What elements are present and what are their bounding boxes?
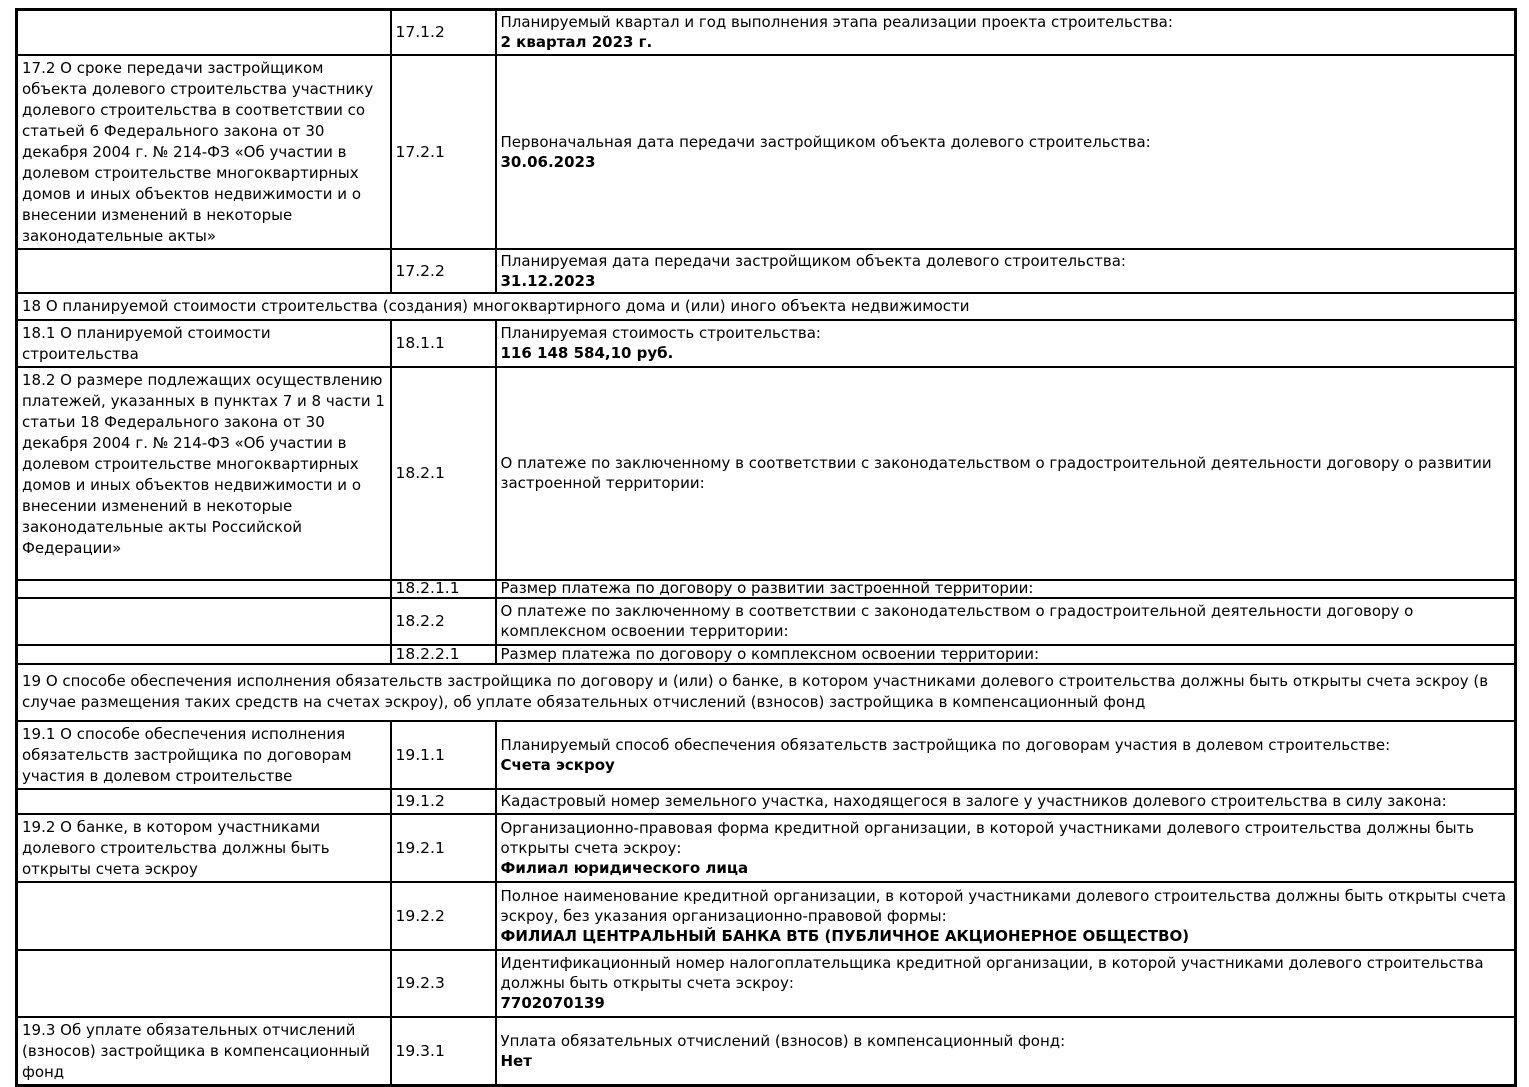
- section-header-row: [17, 664, 1516, 721]
- row-topic-cell: 19.2 О банке, в котором участниками долевого строительства должны быть открыты счета эскроу: [17, 814, 391, 882]
- row-topic-cell: [17, 645, 391, 664]
- field-label: Полное наименование кредитной организации, в которой участниками долевого строительства должны быть открыты счета эскроу, без указания организационно-правовой формы:: [500, 886, 1507, 925]
- row-value-cell: [496, 645, 1516, 664]
- field-value: ФИЛИАЛ ЦЕНТРАЛЬНЫЙ БАНКА ВТБ (ПУБЛИЧНОЕ АКЦИОНЕРНОЕ ОБЩЕСТВО): [500, 926, 1190, 945]
- row-code-cell: 18.2.2.1: [391, 645, 496, 664]
- row-topic-cell: [17, 789, 391, 814]
- table-row: [17, 367, 1516, 580]
- field-value: 7702070139: [500, 994, 605, 1012]
- row-code-cell: 18.2.1.1: [391, 580, 496, 598]
- row-topic-cell: 18.1 О планируемой стоимости строительства: [17, 320, 391, 367]
- row-code-cell: 19.2.2: [391, 882, 496, 950]
- table-row: [17, 55, 1516, 249]
- row-value-cell: [496, 320, 1516, 367]
- row-value-cell: [496, 55, 1516, 249]
- field-label: Размер платежа по договору о комплексном освоении территории:: [500, 644, 1040, 663]
- field-label: Планируемая стоимость строительства:: [500, 324, 821, 342]
- row-value-cell: [496, 367, 1516, 580]
- project-declaration-table: [15, 8, 1517, 1087]
- table-row: [17, 814, 1516, 882]
- field-label: Планируемый способ обеспечения обязательств застройщика по договорам участия в долевом строительстве:: [500, 735, 1391, 754]
- table-row: [17, 598, 1516, 645]
- field-label: Планируемый квартал и год выполнения этапа реализации проекта строительства:: [500, 13, 1173, 32]
- table-row: [17, 789, 1516, 814]
- row-value-cell: [496, 789, 1516, 814]
- row-topic-cell: [17, 598, 391, 645]
- row-code-cell: 19.2.1: [391, 814, 496, 882]
- field-label: Планируемая дата передачи застройщиком объекта долевого строительства:: [500, 251, 1126, 270]
- field-value: 2 квартал 2023 г.: [500, 33, 653, 52]
- row-topic-cell: [17, 882, 391, 950]
- row-value-cell: [496, 598, 1516, 645]
- field-value: 31.12.2023: [500, 271, 596, 290]
- field-label: Кадастровый номер земельного участка, находящегося в залоге у участников долевого строительства в силу закона:: [500, 791, 1447, 810]
- row-topic-cell: 19.1 О способе обеспечения исполнения обязательств застройщика по договорам участия в долевом строительстве: [17, 721, 391, 789]
- table-row: [17, 10, 1516, 55]
- row-code-cell: 17.2.2: [391, 249, 496, 293]
- section-header: 18 О планируемой стоимости строительства (создания) многоквартирного дома и (или) иного объекта недвижимости: [17, 293, 1516, 320]
- row-value-cell: [496, 1017, 1516, 1086]
- field-label: Организационно-правовая форма кредитной организации, в которой участниками долевого строительства должны быть открыты счета эскроу:: [500, 818, 1475, 857]
- row-code-cell: 17.2.1: [391, 55, 496, 249]
- row-value-cell: [496, 249, 1516, 293]
- table-row: [17, 1017, 1516, 1086]
- row-code-cell: 19.1.2: [391, 789, 496, 814]
- row-code-cell: 17.1.2: [391, 10, 496, 55]
- row-topic-cell: [17, 950, 391, 1017]
- row-code-cell: 19.3.1: [391, 1017, 496, 1086]
- field-label: Размер платежа по договору о развитии застроенной территории:: [500, 579, 1034, 597]
- row-code-cell: 18.1.1: [391, 320, 496, 367]
- row-topic-cell: 17.2 О сроке передачи застройщиком объекта долевого строительства участнику долевого строительства в соответствии со статьей 6 Федерального закона от 30 декабря 2004 г. № 214-ФЗ «Об участии в долевом строительстве многоквартирных домов и иных объектов недвижимости и о внесении изменений в некоторые законодательные акты»: [17, 55, 391, 249]
- row-topic-cell: [17, 580, 391, 598]
- field-label: О платеже по заключенному в соответствии с законодательством о градостроительной деятельности договору о комплексном освоении территории:: [500, 602, 1414, 640]
- row-code-cell: 18.2.2: [391, 598, 496, 645]
- table-row: [17, 580, 1516, 598]
- table-row: [17, 950, 1516, 1017]
- field-value: 30.06.2023: [500, 152, 596, 171]
- row-topic-cell: [17, 249, 391, 293]
- field-value: Нет: [500, 1051, 532, 1070]
- field-value: 116 148 584,10 руб.: [500, 344, 674, 362]
- table-row: [17, 645, 1516, 664]
- field-label: О платеже по заключенному в соответствии с законодательством о градостроительной деятельности договору о развитии застроенной территории:: [500, 454, 1492, 492]
- row-code-cell: 18.2.1: [391, 367, 496, 580]
- field-value: Счета эскроу: [500, 755, 615, 774]
- row-value-cell: [496, 10, 1516, 55]
- field-label: Идентификационный номер налогоплательщика кредитной организации, в которой участниками долевого строительства должны быть открыты счета эскроу:: [500, 954, 1484, 992]
- row-value-cell: [496, 721, 1516, 789]
- field-value: Филиал юридического лица: [500, 858, 749, 877]
- table-row: [17, 721, 1516, 789]
- table-row: [17, 882, 1516, 950]
- row-topic-cell: [17, 10, 391, 55]
- section-header: 19 О способе обеспечения исполнения обязательств застройщика по договору и (или) о банке, в котором участниками долевого строительства должны быть открыты счета эскроу (в случае размещения таких средств на счетах эскроу), об уплате обязательных отчислений (взносов) застройщика в компенсационный фонд: [17, 664, 1516, 721]
- row-value-cell: [496, 814, 1516, 882]
- row-topic-cell: 19.3 Об уплате обязательных отчислений (взносов) застройщика в компенсационный фонд: [17, 1017, 391, 1086]
- row-value-cell: [496, 580, 1516, 598]
- field-label: Первоначальная дата передачи застройщиком объекта долевого строительства:: [500, 132, 1151, 151]
- row-code-cell: 19.2.3: [391, 950, 496, 1017]
- row-value-cell: [496, 950, 1516, 1017]
- table-row: [17, 249, 1516, 293]
- table-row: [17, 320, 1516, 367]
- field-label: Уплата обязательных отчислений (взносов) в компенсационный фонд:: [500, 1031, 1066, 1050]
- row-code-cell: 19.1.1: [391, 721, 496, 789]
- row-topic-cell: 18.2 О размере подлежащих осуществлению платежей, указанных в пунктах 7 и 8 части 1 статьи 18 Федерального закона от 30 декабря 2004 г. № 214-ФЗ «Об участии в долевом строительстве многоквартирных домов и иных объектов недвижимости и о внесении изменений в некоторые законодательные акты Российской Федерации»: [17, 367, 391, 580]
- row-value-cell: [496, 882, 1516, 950]
- section-header-row: [17, 293, 1516, 320]
